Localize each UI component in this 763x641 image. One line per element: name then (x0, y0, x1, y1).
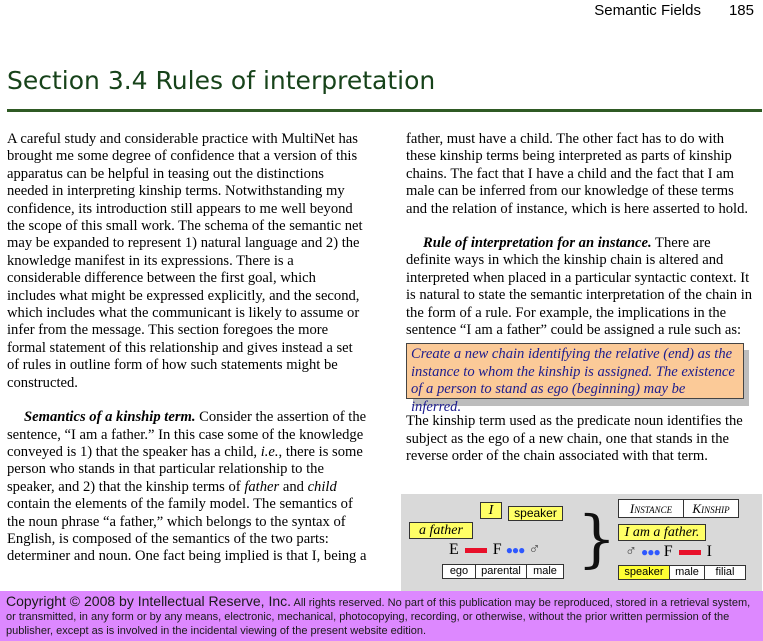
red-link (465, 548, 487, 553)
section-title: Section 3.4 Rules of interpretation (7, 66, 436, 95)
right-role-row (618, 565, 746, 580)
chain-node-ego: E (449, 541, 459, 558)
paragraph-intro: A careful study and considerable practice with MultiNet has brought me some degree of confidence that a version of this apparatus can be helpful in teasing out the distinctions needed in interpreting kinship terms. Notwithstanding my confidence, its introduction still appears to me well beyond the scope of this small work. The schema of the semantic net may be expanded to represent 1) natural language and 2) the knowledge manifest in its expressions. There is a considerable difference between the first goal, which includes what might be expressed explicitly, and the second, which includes what the communicant is likely to assume or infer from the message. This section foregoes the more formal statement of this relationship and gives instead a set of rules in outline form of how such statements might be constructed. (7, 131, 363, 391)
paragraph-semantics (7, 409, 367, 566)
a-father-label: a father (409, 522, 473, 539)
blue-dots: ●●● (641, 545, 660, 559)
red-link (679, 550, 701, 555)
emphasis-text: child (307, 478, 337, 495)
paragraph-text: Consider the assertion of the sentence, “I am a father.” In this case some of the knowledge conveyed is 1) that the speaker has a child, (7, 409, 367, 460)
title-divider (7, 109, 762, 112)
right-column (406, 131, 756, 466)
sentence-label: I am a father. (618, 524, 706, 541)
rights-text: All rights reserved. No part of this publication may be reproduced, stored in a retrieval system, or transmitted, in any form or by any means, electronic, mechanical, photocopying, recording, or otherwise, without the prior written permission of the publisher, except as is involved in the incidental viewing of the present website edition. (6, 597, 751, 637)
emphasis-text: i.e. (260, 443, 279, 460)
paragraph-text: , there is some person who stands in that particular relationship to the speaker, and 2) that the kinship terms of (7, 443, 363, 495)
curly-brace: } (577, 502, 617, 575)
blue-dots: ●●● (505, 543, 525, 557)
speaker-label: speaker (508, 506, 563, 521)
paragraph-lead: Semantics of a kinship term. (24, 409, 196, 426)
chain-node-father: F (492, 541, 502, 558)
emphasis-text: father (244, 478, 280, 495)
role-cell: ego (442, 564, 476, 579)
kinship-label: Kinship (684, 499, 739, 518)
i-label: I (480, 502, 502, 519)
role-cell: speaker (618, 565, 670, 580)
role-cell: male (527, 564, 564, 579)
instance-label: Instance (618, 499, 684, 518)
kinship-figure (401, 494, 762, 591)
chain-node-i: I (706, 543, 712, 560)
role-cell: parental (476, 564, 527, 579)
role-cell: filial (705, 565, 746, 580)
paragraph-text: There are definite ways in which the kinship chain is altered and interpreted when placed in a particular syntactic context. It is natural to state the semantic interpretation of the chain in the form of a rule. For example, the implications in the sentence “I am a father” could be assigned a rule such as: (406, 235, 753, 339)
role-cell: male (670, 565, 705, 580)
instance-kinship-header (618, 499, 739, 518)
page-number: 185 (728, 2, 754, 19)
paragraph-text: contain the elements of the family model. The semantics of the noun phrase “a father,” which belongs to the syntax of English, is composed of the semantics of the two parts: determiner and noun. One fact being implied is that I, being a (7, 496, 367, 565)
left-kinship-chain (449, 541, 540, 559)
rule-callout-text: Create a new chain identifying the relative (end) as the instance to whom the kinship is assigned. The existence of a person to stand as ego (beginning) may be inferred. (406, 343, 744, 399)
paragraph-lead: Rule of interpretation for an instance. (423, 235, 652, 252)
left-role-row (442, 564, 564, 579)
male-symbol-icon: ♂ (625, 543, 637, 560)
paragraph-text: and (279, 478, 308, 495)
copyright-footer (0, 591, 763, 641)
right-kinship-chain (625, 543, 712, 561)
chain-node-father: F (663, 543, 673, 560)
paragraph-rule-intro (406, 235, 756, 339)
paragraph-predicate: The kinship term used as the predicate noun identifies the subject as the ego of a new chain, one that stands in the reverse order of the chain associated with that term. (406, 413, 743, 465)
left-column (7, 131, 367, 566)
copyright-text: Copyright © 2008 by Intellectual Reserve, Inc. (6, 593, 292, 609)
male-symbol-icon: ♂ (528, 541, 541, 558)
paragraph-continuation: father, must have a child. The other fact has to do with these kinship terms being interpreted as parts of kinship chains. The fact that I have a child and the fact that I am male can be inferred from our knowledge of these terms and the relation of instance, which is here asserted to hold. (406, 131, 749, 217)
rule-callout (406, 343, 742, 415)
running-header (594, 2, 754, 19)
running-title: Semantic Fields (594, 2, 701, 19)
